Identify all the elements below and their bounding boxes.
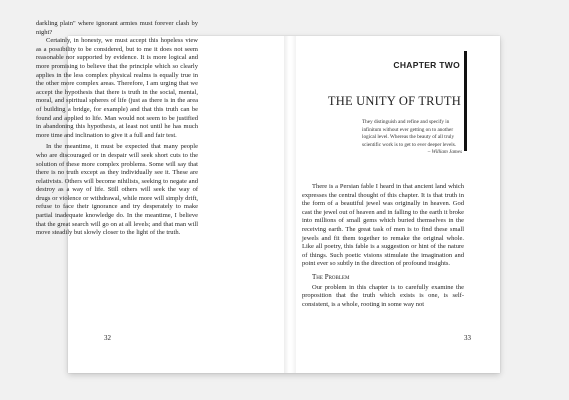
left-paragraph-1: darkling plain" where ignorant armies must forever clash by night? bbox=[36, 20, 198, 36]
section-paragraph: Our problem in this chapter is to carefully examine the proposition that the truth which exists is one, is self-consistent, is a whole, rooting in some way not bbox=[302, 283, 464, 308]
epigraph-attribution: – William James bbox=[427, 149, 462, 156]
left-paragraph-3: In the meantime, it must be expected that many people who are discouraged or in despair will seek short cuts to the solution of these more complex problems. Some will say that there is no truth except as they individually see it. These are relativists. Others will become nihilists, seeking to negate and destroy as a way of life. Still others will seek the way of drugs or violence or withdrawal, while more will simply drift, refuse to face their ignorance and try desperately to make partial inadequate knowledge do. In the meantime, I believe that the great search will go on at all levels; and that man will move steadily but slowly closer to the light of the truth. bbox=[36, 143, 198, 237]
book-gutter bbox=[284, 36, 296, 373]
chapter-title: THE UNITY OF TRUTH bbox=[327, 94, 461, 108]
right-page-text bbox=[302, 183, 464, 309]
section-heading: The Problem bbox=[312, 272, 350, 281]
chapter-label: CHAPTER TWO bbox=[393, 60, 460, 70]
left-page-number: 32 bbox=[104, 334, 111, 342]
left-page-text bbox=[36, 20, 198, 238]
right-paragraph-1: There is a Persian fable I heard in that ancient land which expresses the central thought of this chapter. It is that truth in the form of a beautiful jewel was originally in heaven. God cast the jewel out of heaven and in falling to the earth it broke into millions of small gems which buried themselves in the receiving earth. The great task of men is to find these small jewels and fit them together to remake the original whole. Like all poetry, this fable is a suggestion or hint of the nature of things. Such poetic visions stimulate the imagination and point ever so subtly in the direction of profound insights. bbox=[302, 183, 464, 268]
right-page-number: 33 bbox=[464, 334, 471, 342]
left-paragraph-2: Certainly, in honesty, we must accept this hopeless view as a possibility to be considered, but to me it does not seem reasonable nor supported by evidence. It is more logical and more promising to believe that the principle which so clearly applies in the less complex physical realms is equally true in the other more complex areas. Therefore, I am urging that we accept the hypothesis that there is truth in the social, mental, moral, and spiritual spheres of life (just as there is in the area of building a bridge, for example) and that this truth can be found and applied to life. Man would not seem to be justified in abandoning this hypothesis, at least not until he has much more time and inclination to give it a full and fair test. bbox=[36, 37, 198, 139]
epigraph bbox=[362, 119, 462, 157]
chapter-rule bbox=[464, 51, 467, 151]
epigraph-text: They distinguish and refine and specify in infinitum without ever getting on to another logical level. Whereas the beauty of all truly scientific work is to get to ever deeper levels. bbox=[362, 119, 457, 148]
